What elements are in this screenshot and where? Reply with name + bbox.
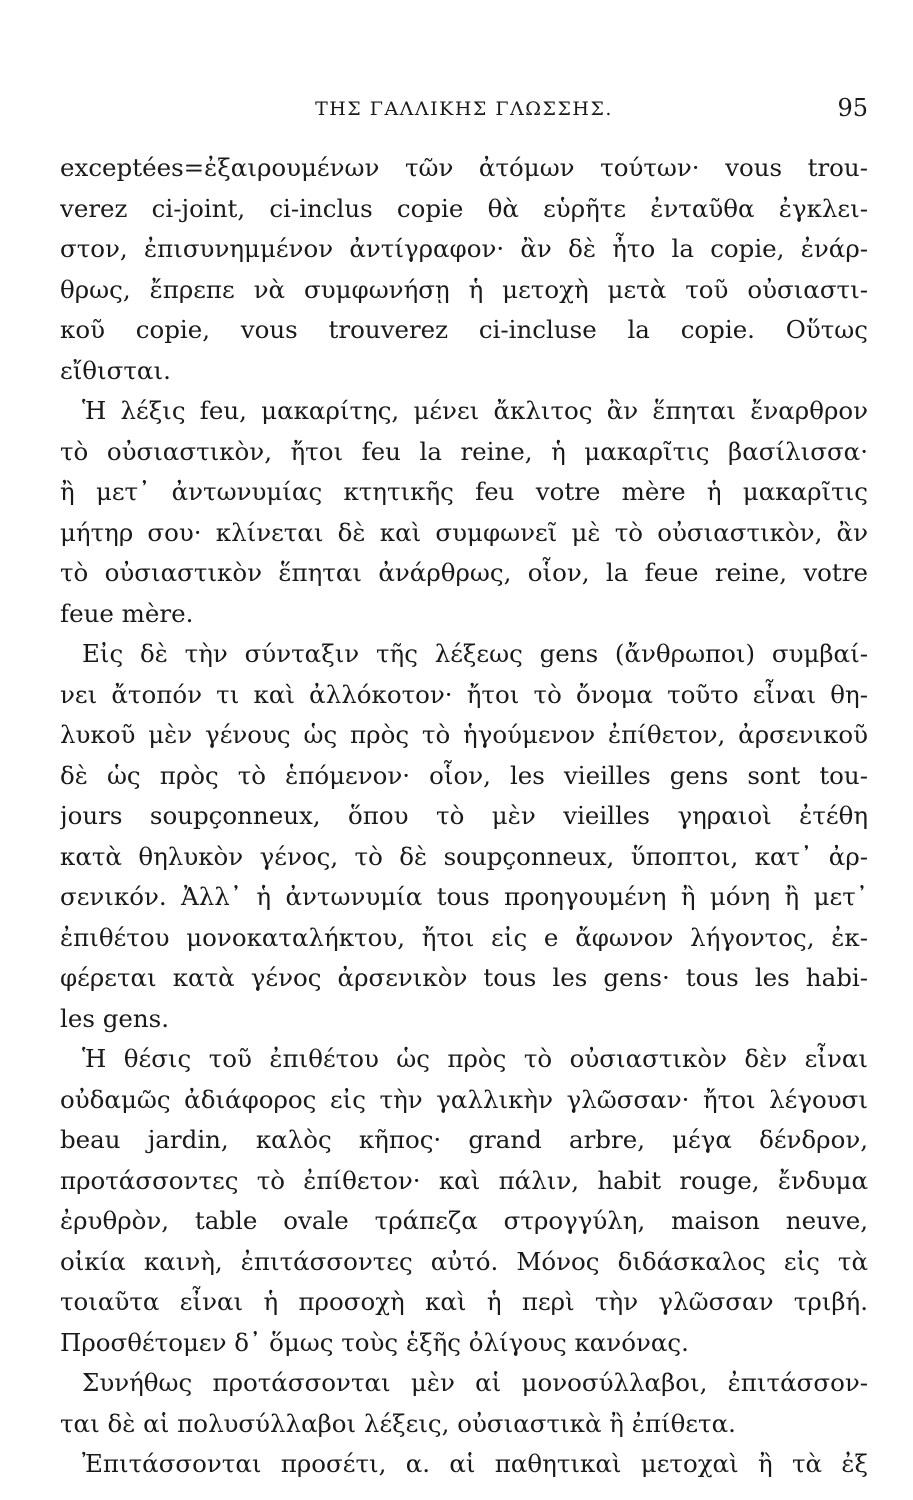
text-line: exceptées=ἐξαιρουμένων τῶν ἀτόμων τούτων· vous trou-	[60, 153, 868, 182]
text-line: μήτηρ σου· κλίνεται δὲ καὶ συμφωνεῖ μὲ τὸ οὐσιαστικὸν, ἂν	[60, 517, 868, 547]
text-line: ται δὲ αἱ πολυσύλλαβοι λέξεις, οὐσιαστικὰ ἢ ἐπίθετα.	[60, 1408, 736, 1438]
text-line: ἐπιθέτου μονοκαταλήκτου, ἤτοι εἰς e ἄφωνον λήγοντος, ἐκ-	[60, 922, 868, 952]
text-line: Προσθέτομεν δ᾽ ὅμως τοὺς ἑξῆς ὀλίγους κανόνας.	[60, 1327, 689, 1357]
text-line: οἰκία καινὴ, ἐπιτάσσοντες αὐτό. Μόνος διδάσκαλος εἰς τὰ	[60, 1246, 868, 1276]
text-line: feue mère.	[60, 598, 194, 628]
text-line: Ἐπιτάσσονται προσέτι, α. αἱ παθητικαὶ μετοχαὶ ἢ τὰ ἐξ	[82, 1449, 868, 1478]
text-line: νει ἄτοπόν τι καὶ ἀλλόκοτον· ἤτοι τὸ ὄνομα τοῦτο εἶναι θη-	[60, 679, 868, 709]
text-line: Εἰς δὲ τὴν σύνταξιν τῆς λέξεως gens (ἄνθρωποι) συμβαί-	[82, 639, 868, 668]
text-line: οὐδαμῶς ἀδιάφορος εἰς τὴν γαλλικὴν γλῶσσαν· ἤτοι λέγουσι	[60, 1084, 868, 1114]
text-line: Συνήθως προτάσσονται μὲν αἱ μονοσύλλαβοι, ἐπιτάσσον-	[82, 1368, 868, 1397]
text-line: τὸ οὐσιαστικὸν, ἤτοι feu la reine, ἡ μακαρῖτις βασίλισσα·	[60, 436, 868, 466]
text-line: σενικόν. Ἀλλ᾽ ἡ ἀντωνυμία tous προηγουμένη ἢ μόνη ἢ μετ᾽	[60, 882, 868, 911]
text-line: λυκοῦ μὲν γένους ὡς πρὸς τὸ ἡγούμενον ἐπίθετον, ἀρσενικοῦ	[60, 720, 868, 749]
text-line: Ἡ θέσις τοῦ ἐπιθέτου ὡς πρὸς τὸ οὐσιαστικὸν δὲν εἶναι	[82, 1044, 868, 1073]
text-line: κατὰ θηλυκὸν γένος, τὸ δὲ soupçonneux, ὕποπτοι, κατ᾽ ἀρ-	[60, 841, 868, 871]
text-line: τοιαῦτα εἶναι ἡ προσοχὴ καὶ ἡ περὶ τὴν γλῶσσαν τριβή.	[60, 1287, 868, 1316]
running-title: ΤΗΣ ΓΑΛΛΙΚΗΣ ΓΛΩΣΣΗΣ.	[315, 98, 613, 120]
text-line: φέρεται κατὰ γένος ἀρσενικὸν tous les gens· tous les habi-	[60, 963, 868, 992]
text-line: θρως, ἔπρεπε νὰ συμφωνήσῃ ἡ μετοχὴ μετὰ τοῦ οὐσιαστι-	[60, 274, 868, 304]
text-line: εἴθισται.	[60, 355, 171, 385]
text-line: beau jardin, καλὸς κῆπος· grand arbre, μέγα δένδρον,	[60, 1125, 868, 1154]
page-number: 95	[837, 94, 868, 122]
text-line: τὸ οὐσιαστικὸν ἕπηται ἀνάρθρως, οἷον, la feue reine, votre	[60, 558, 868, 587]
text-line: les gens.	[60, 1003, 170, 1033]
text-line: δὲ ὡς πρὸς τὸ ἑπόμενον· οἷον, les vieilles gens sont tou-	[60, 760, 868, 790]
text-line: προτάσσοντες τὸ ἐπίθετον· καὶ πάλιν, habit rouge, ἔνδυμα	[60, 1165, 868, 1195]
text-line: ἐρυθρὸν, table ovale τράπεζα στρογγύλη, maison neuve,	[60, 1206, 868, 1235]
text-line: κοῦ copie, vous trouverez ci-incluse la copie. Οὕτως	[60, 315, 868, 344]
text-line: στον, ἐπισυνημμένον ἀντίγραφον· ἂν δὲ ἦτο la copie, ἐνάρ-	[60, 234, 868, 263]
page-header	[60, 92, 868, 132]
text-line: Ἡ λέξις feu, μακαρίτης, μένει ἄκλιτος ἂν ἕπηται ἔναρθρον	[82, 396, 868, 425]
text-line: ἢ μετ᾽ ἀντωνυμίας κτητικῆς feu votre mère ἡ μακαρῖτις	[60, 477, 868, 506]
text-line: jours soupçonneux, ὅπου τὸ μὲν vieilles γηραιοὶ ἐτέθη	[60, 801, 868, 830]
text-line: verez ci-joint, ci-inclus copie θὰ εὑρῆτε ἐνταῦθα ἐγκλει-	[60, 193, 868, 223]
body-text	[60, 148, 868, 1485]
